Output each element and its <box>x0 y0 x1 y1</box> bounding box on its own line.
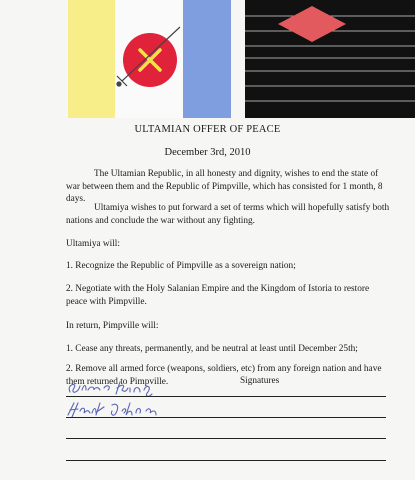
signature-shane-king <box>64 378 174 398</box>
paragraph-pimpville-will: In return, Pimpville will: <box>66 321 159 331</box>
paragraph-ultamiya-will: Ultamiya will: <box>66 239 120 249</box>
ultamiya-term-2: 2. Negotiate with the Holy Salanian Empire and the Kingdom of Istoria to restore peace with Pimpville. <box>66 284 370 307</box>
signature-line-2 <box>66 417 386 418</box>
ultamiya-term-1: 1. Recognize the Republic of Pimpville as a sovereign nation; <box>66 261 296 271</box>
signature-line-3 <box>66 438 386 439</box>
paragraph-terms: Ultamiya wishes to put forward a set of terms which will hopefully satisfy both nations and conclude the war without any fighting. <box>66 203 390 226</box>
document-title: ULTAMIAN OFFER OF PEACE <box>134 124 281 135</box>
signature-line-4 <box>66 460 386 461</box>
signature-line-1 <box>66 396 386 397</box>
pimpville-term-1: 1. Cease any threats, permanently, and be neutral at least until December 25th; <box>66 344 358 354</box>
pimpville-flag <box>245 0 415 118</box>
document-date: December 3rd, 2010 <box>164 147 251 158</box>
flags-header <box>0 0 415 118</box>
flag-stripe-yellow <box>68 0 115 118</box>
ultamian-flag <box>68 0 231 118</box>
signatures-label: Signatures <box>240 376 280 386</box>
pimpville-term-2: 2. Remove all armed force (weapons, soldiers, etc) from any foreign nation and have them returned to Pimpville. <box>66 364 382 387</box>
signature-hank-johnson <box>64 399 174 419</box>
paragraph-intro: The Ultamian Republic, in all honesty and dignity, wishes to end the state of war between them and the Republic of Pimpville, which has consisted for 1 month, 8 days. <box>66 169 383 204</box>
flag-stripe-blue <box>183 0 231 118</box>
